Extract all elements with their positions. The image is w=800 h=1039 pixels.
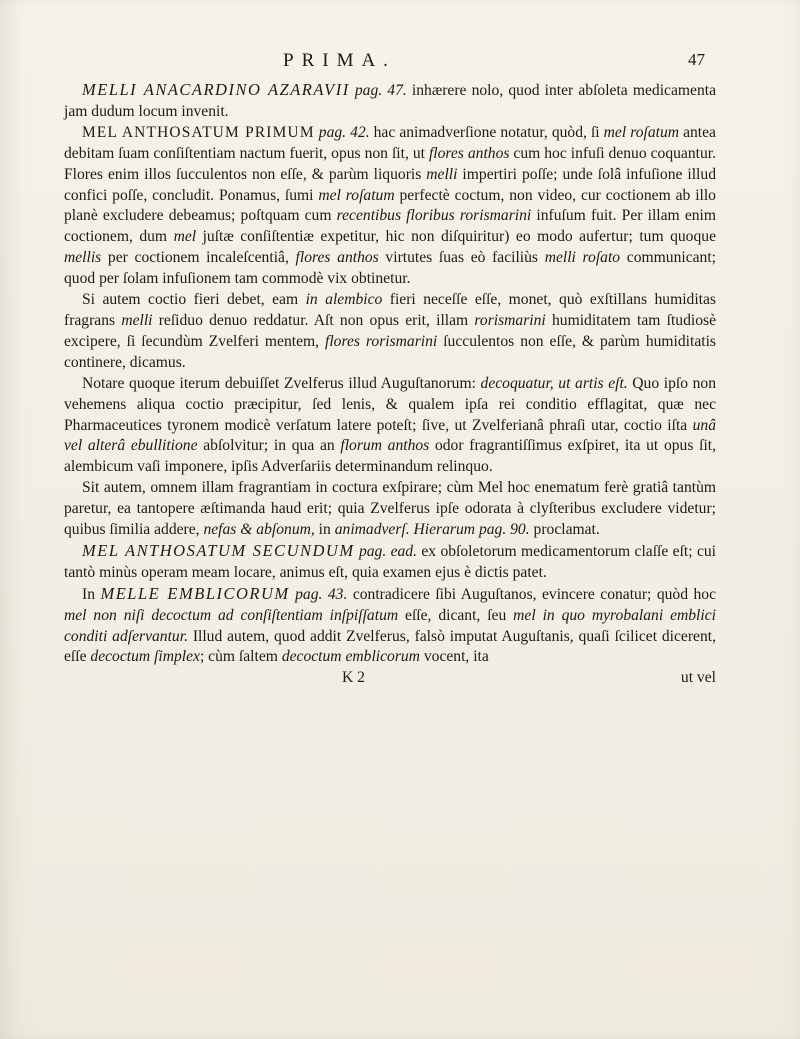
paragraph-augustanorum [64, 374, 716, 479]
entry-heading: MEL ANTHOSATUM SECUNDUM [82, 540, 355, 560]
page-reference: pag. ead. [358, 542, 418, 560]
catchword: ut vel [680, 669, 716, 687]
entry-heading: MEL ANTHOSATUM PRIMUM [82, 123, 315, 141]
italic-term: mel [173, 228, 197, 246]
paragraph-text: Illud autem, quod addit Zvelferus, falsò imputat Auguſtanis, quaſi ſcilicet dicerent, eſſe [64, 627, 716, 666]
paragraph-mel-anthosatum-primum [64, 123, 716, 290]
paragraph-text: fieri neceſſe eſſe, monet, quò exſtillans humiditas fragrans [64, 291, 716, 329]
italic-term: flores anthos [295, 249, 379, 267]
italic-term: in alembico [305, 291, 383, 309]
italic-term: animadverſ. Hierarum pag. 90. [334, 521, 530, 539]
italic-term: melli roſato [544, 249, 621, 267]
paragraph-alembic [64, 290, 716, 374]
italic-term: florum anthos [340, 437, 430, 455]
paragraph-text: per coctionem incaleſcentiâ, [101, 249, 296, 267]
paragraph-text: abſolvitur; in qua an [197, 437, 341, 455]
running-head [0, 50, 800, 80]
paragraph-text: ex obſoletorum medicamentorum claſſe eſt; cui tantò minùs operam meam locare, animus eſt, quia examen ejus è dictis patet. [64, 542, 716, 581]
entry-heading: MELLI ANACARDINO AZARAVII [82, 80, 350, 99]
paragraph-text: in [314, 521, 335, 539]
paragraph-text: odor fragrantiſſimus exſpiret, ita ut opus ſit, alembicum vaſi imponere, ipſis Adverſariis determinandum relinquo. [64, 437, 717, 476]
paragraph-text: juſtæ conſiſtentiæ expetitur, hic non diſquiritur) eo modo aufertur; tum quoque [196, 228, 716, 246]
paragraph-text: cum hoc infuſi denuo coquantur. Flores enim illos ſucculentos non eſſe, & parùm liquoris [64, 144, 716, 183]
italic-term: unâ vel alterâ ebullitione [64, 416, 716, 455]
page-reference: pag. 43. [295, 585, 348, 603]
page-reference: pag. 42. [318, 123, 370, 141]
page-number: 47 [688, 50, 705, 69]
paragraph-text: ſucculentos non eſſe, & parùm humiditatis continere, dicamus. [64, 332, 716, 371]
paragraph-text: In [82, 585, 101, 603]
paragraph-text: reſiduo denuo reddatur. Aſt non opus erit, illam [152, 311, 475, 329]
italic-term: flores anthos [428, 144, 510, 162]
paragraph-mel-anacardinum [64, 80, 716, 123]
paragraph-text: eſſe, dicant, ſeu [398, 606, 514, 624]
italic-term: rorismarini [474, 311, 546, 329]
paragraph-text: inhærere nolo, quod inter abſoleta medicamenta jam dudum locum invenit. [64, 82, 716, 120]
running-title: PRIMA. [283, 50, 396, 71]
italic-term: nefas & abſonum, [203, 521, 315, 539]
paragraph-text: Quo ipſo non vehemens aliqua coctio præcipitur, ſed lenis, & qualem ipſa rei conditio efflagitat, quæ nec Pharmaceutices tyronem modicè verſatum latere poteſt; ſive, ut Zvelferianâ phraſi utar, coctio iſta [64, 374, 716, 434]
italic-term: melli [426, 165, 458, 183]
paragraph-text: Notare quoque iterum debuiſſet Zvelferus illud Auguſtanorum: [82, 374, 481, 392]
page-footer [64, 668, 716, 689]
italic-term: mel non niſi decoctum ad conſiſtentiam inſpiſſatum [64, 606, 399, 624]
paragraph-text: humiditatem tam ſtudiosè excipere, ſi ſecundùm Zvelferi mentem, [64, 311, 717, 350]
italic-term: decoctum ſimplex [90, 648, 200, 666]
paragraph-text: proclamat. [529, 521, 600, 539]
paragraph-text: ; cùm ſaltem [199, 648, 282, 666]
paragraph-mel-emblicorum [64, 584, 716, 669]
paragraph-text: impertiri poſſe; unde ſolâ infuſione illud confici poſſe, concludit. Ponamus, ſumi [64, 165, 716, 204]
paragraph-text: Sit autem, omnem illam fragrantiam in coctura exſpirare; cùm Mel hoc enematum ferè gratiâ tantùm paretur, ea tantopere æſtimanda haud erit; quia Zvelferus ipſe odorata à clyſteribus excludere videtur; quibus ſimilia addere, [64, 479, 716, 539]
italic-term: flores rorismarini [325, 332, 438, 350]
paragraph-text: Si autem coctio fieri debet, eam [82, 291, 306, 309]
italic-term: mel in quo myrobalani emblici conditi adſervantur. [64, 606, 716, 645]
paragraph-text: communicant; quod per ſolam infuſionem tam commodè vix obtinetur. [64, 249, 717, 288]
paragraph-text: antea debitam ſuam conſiſtentiam nactum fuerit, opus non ſit, ut [64, 123, 716, 162]
paragraph-text: contradicere ſibi Auguſtanos, evincere conatur; quòd hoc [347, 585, 716, 603]
italic-term: mel roſatum [603, 123, 680, 141]
paragraph-text: hac animadverſione notatur, quòd, ſi [369, 123, 604, 141]
paragraph-text: vocent, ita [419, 648, 489, 666]
paragraph-fragrantia [64, 478, 716, 541]
page-reference: pag. 47. [354, 82, 407, 99]
paragraph-text: perfectè coctum, non video, cur coctionem ab illo planè excludere debeamus; poſtquam cum [64, 186, 716, 225]
italic-term: mel roſatum [318, 186, 395, 204]
italic-term: melli [121, 311, 153, 329]
signature-mark: K 2 [342, 669, 365, 687]
body-text [64, 80, 716, 689]
italic-term: decoctum emblicorum [281, 648, 420, 666]
paragraph-mel-anthosatum-secundum [64, 541, 716, 584]
entry-heading: MELLE EMBLICORUM [100, 583, 290, 603]
paragraph-text: virtutes ſuas eò faciliùs [378, 249, 545, 267]
italic-term: mellis [64, 249, 102, 267]
paragraph-text: infuſum fuit. Per illam enim coctionem, dum [64, 207, 717, 246]
italic-term: decoquatur, ut artis eſt. [480, 374, 628, 392]
italic-term: recentibus floribus rorismarini [336, 207, 532, 225]
